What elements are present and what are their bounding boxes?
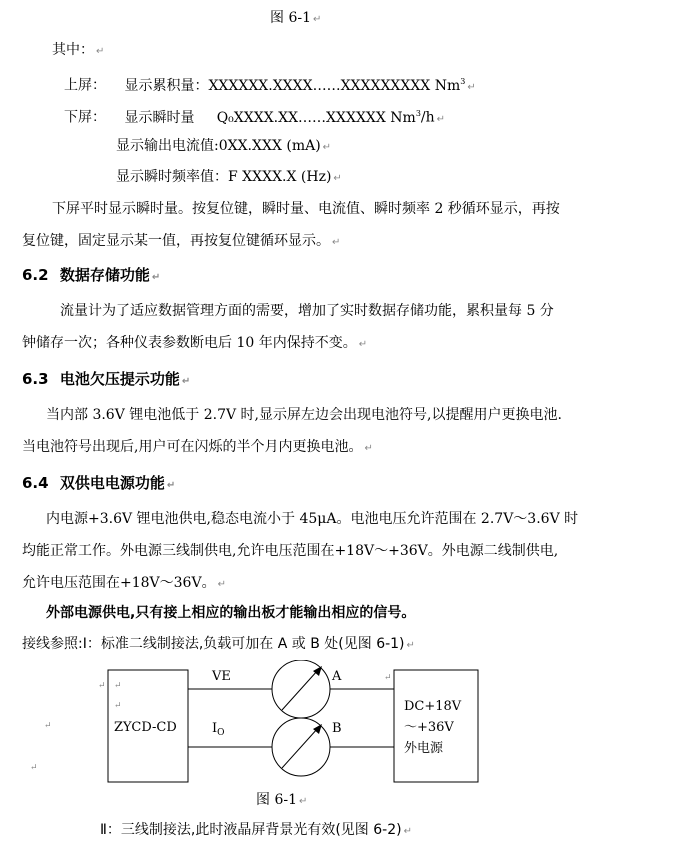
freq-text: 显示瞬时频率值：F XXXX.X (Hz): [116, 169, 332, 185]
paragraph-mark: ↵: [384, 673, 392, 683]
section-title: 双供电电源功能: [59, 474, 165, 492]
a-label: A: [332, 669, 342, 684]
paragraph-mark: ↵: [364, 443, 373, 454]
io-main: I: [212, 721, 218, 736]
section-title: 电池欠压提示功能: [59, 370, 180, 388]
b-label: B: [332, 721, 342, 736]
bold-statement-text: 外部电源供电,只有接上相应的输出板才能输出相应的信号。: [46, 605, 416, 621]
section-6-4-heading: [22, 473, 175, 496]
paragraph-mark: ↵: [114, 701, 122, 711]
meter-a-icon: [272, 660, 330, 718]
figure-caption-top: [270, 8, 321, 30]
paragraph-mark: ↵: [333, 173, 342, 184]
wiring-reference-1: [22, 634, 415, 656]
para2-text-2: 钟储存一次；各种仪表参数断电后 10 年内保持不变。: [22, 335, 357, 351]
ve-label: VE: [212, 669, 231, 684]
paragraph-mark: ↵: [98, 681, 106, 691]
section-number: 6.2: [22, 266, 49, 284]
wiring-text-2: Ⅱ：三线制接法,此时液晶屏背景光有效(见图 6-2): [100, 822, 402, 838]
wiring-reference-2: [100, 820, 412, 842]
lower-screen-line: [64, 104, 445, 130]
section-number: 6.3: [22, 370, 49, 388]
para3-text-1: 当内部 3.6V 锂电池低于 2.7V 时,显示屏左边会出现电池符号,以提醒用户更换电池.: [46, 407, 562, 423]
para4-line3: [22, 573, 226, 595]
caption-text: 图 6-1: [256, 792, 297, 808]
lower-unit-sup: 3: [415, 109, 421, 118]
paragraph-mark: ↵: [332, 237, 341, 248]
current-line: [116, 136, 331, 158]
para3-line1: [46, 405, 562, 425]
caption-text: 图 6-1: [270, 10, 311, 26]
upper-text: 显示累积量：XXXXXX.XXXX……XXXXXXXXX Nm: [124, 77, 461, 94]
io-label: [212, 721, 225, 738]
paragraph-mark: ↵: [299, 796, 308, 807]
meter-b-icon: [272, 718, 330, 776]
para4-text-2: 均能正常工作。外电源三线制供电,允许电压范围在+18V～+36V。外电源二线制供电,: [22, 543, 559, 559]
para4-text-3: 允许电压范围在+18V～36V。: [22, 575, 216, 591]
lower-unit-tail: /h: [420, 109, 435, 126]
intro-label: [52, 40, 104, 62]
left-device-label: ZYCD-CD: [114, 720, 177, 735]
paragraph-mark: ↵: [217, 579, 226, 590]
para1-text-2: 复位键，固定显示某一值，再按复位键循环显示。: [22, 233, 330, 249]
upper-label: 上屏：: [64, 77, 106, 94]
section-title: 数据存储功能: [59, 266, 150, 284]
figure-caption-bottom: [256, 790, 307, 812]
paragraph-mark: ↵: [467, 81, 476, 93]
wiring-text-1: 接线参照:Ⅰ：标准二线制接法,负载可加在 A 或 B 处(见图 6-1): [22, 636, 405, 652]
qizhong-text: 其中：: [52, 42, 94, 58]
paragraph-mark: ↵: [322, 142, 332, 153]
section-6-2-heading: [22, 265, 160, 288]
paragraph-mark: ↵: [403, 826, 412, 837]
lower-label: 下屏：: [64, 109, 106, 126]
current-text: 显示输出电流值:0XX.XXX (mA): [116, 138, 321, 154]
right-supply-line-1: DC+18V: [404, 699, 462, 714]
para1-line2: [22, 231, 340, 253]
right-supply-line-2: ～+36V: [404, 720, 454, 735]
paragraph-mark: ↵: [151, 272, 161, 283]
para1-text-1: 下屏平时显示瞬时量。按复位键，瞬时量、电流值、瞬时频率 2 秒循环显示，再按: [52, 201, 560, 217]
paragraph-mark: ↵: [313, 14, 322, 25]
para4-text-1: 内电源+3.6V 锂电池供电,稳态电流小于 45μA。电池电压允许范围在 2.7V～3.6V 时: [46, 511, 579, 527]
io-subscript: O: [217, 728, 225, 738]
upper-unit-sup: 3: [460, 77, 466, 86]
paragraph-mark: ↵: [44, 721, 52, 731]
para2-line2: [22, 333, 367, 355]
section-6-3-heading: [22, 369, 190, 392]
paragraph-mark: ↵: [166, 480, 176, 491]
para2-line1: [60, 301, 554, 321]
paragraph-mark: ↵: [358, 339, 368, 350]
paragraph-mark: ↵: [96, 46, 105, 57]
section-number: 6.4: [22, 474, 49, 492]
para4-line1: [46, 509, 578, 529]
paragraph-mark: ↵: [30, 763, 38, 773]
para2-text-1: 流量计为了适应数据管理方面的需要，增加了实时数据存储功能，累积量每 5 分: [60, 303, 554, 319]
para3-text-2: 当电池符号出现后,用户可在闪烁的半个月内更换电池。: [22, 439, 363, 455]
right-supply-line-3: 外电源: [404, 741, 444, 756]
paragraph-mark: ↵: [406, 640, 415, 651]
lower-text: 显示瞬时量 Q₀XXXX.XX……XXXXXX Nm: [124, 109, 416, 126]
para4-line2: [22, 541, 558, 561]
upper-screen-line: [64, 72, 476, 98]
wiring-diagram: [0, 660, 678, 790]
paragraph-mark: ↵: [436, 113, 446, 125]
freq-line: [116, 167, 342, 189]
bold-statement: [46, 603, 415, 623]
para3-line2: [22, 437, 373, 459]
paragraph-mark: ↵: [114, 681, 122, 691]
para1-line1: [52, 199, 560, 219]
paragraph-mark: ↵: [181, 376, 191, 387]
